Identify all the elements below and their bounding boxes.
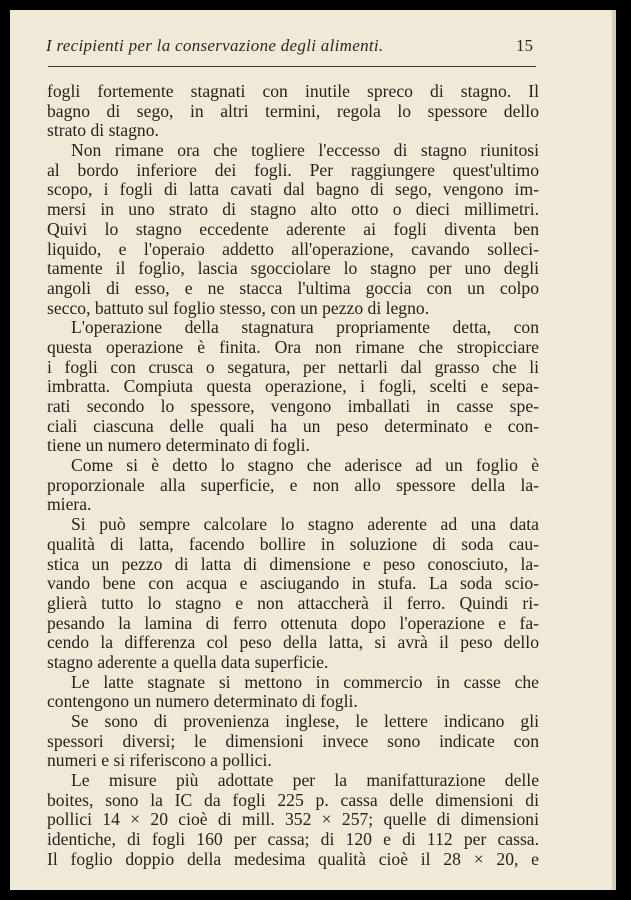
text-line: pesando la lamina di ferro ottenuta dopo l'operazione e fa- <box>47 612 539 633</box>
header-rule <box>48 66 536 67</box>
text-line: Quivi lo stagno eccedente aderente ai fogli diventa ben <box>47 218 539 239</box>
text-line: Le misure più adottate per la manifatturazione delle <box>71 770 539 791</box>
text-line: scopo, i fogli di latta cavati dal bagno di sego, vengono im- <box>47 179 539 200</box>
text-line: angoli di esso, e ne stacca l'ultima goccia con un colpo <box>47 277 539 298</box>
text-line: tiene un numero determinato di fogli. <box>47 435 310 456</box>
body-text <box>47 82 539 870</box>
text-line: stagno aderente a quella data superficie. <box>47 651 329 672</box>
text-line: contengono un numero determinato di fogli. <box>47 691 358 712</box>
text-line: tamente il foglio, lascia sgocciolare lo stagno per uno degli <box>47 258 539 279</box>
text-line: numeri e si riferiscono a pollici. <box>47 750 272 771</box>
text-line: Non rimane ora che togliere l'eccesso di stagno riunitosi <box>71 140 539 161</box>
text-line: miera. <box>47 494 92 515</box>
text-line: Si può sempre calcolare lo stagno aderente ad una data <box>71 514 539 535</box>
text-line: liquido, e l'operaio addetto all'operazione, cavando solleci- <box>47 238 539 259</box>
text-line: al bordo inferiore dei fogli. Per raggiungere quest'ultimo <box>47 159 539 180</box>
text-line: strato di stagno. <box>47 120 159 141</box>
text-line: pollici 14 × 20 cioè di mill. 352 × 257; quelle di dimensioni <box>47 809 539 830</box>
text-line: qualità di latta, facendo bollire in soluzione di soda cau- <box>47 533 539 554</box>
text-line: spessori diversi; le dimensioni invece sono indicate con <box>47 730 539 751</box>
text-line: i fogli con crusca o segatura, per nettarli dal grasso che li <box>47 356 539 377</box>
text-line: boites, sono la IC da fogli 225 p. cassa delle dimensioni di <box>47 789 539 810</box>
text-line: mersi in uno strato di stagno alto otto o dieci millimetri. <box>47 199 539 220</box>
text-line: ciali ciascuna delle quali ha un peso determinato e con- <box>47 415 539 436</box>
text-line: rati secondo lo spessore, vengono imballati in casse spe- <box>47 396 539 416</box>
text-line: vando bene con acqua e asciugando in stufa. La soda scio- <box>47 573 539 594</box>
text-line: bagno di sego, in altri termini, regola lo spessore dello <box>47 100 539 121</box>
text-line: cendo la differenza col peso della latta, si avrà il peso dello <box>47 632 539 653</box>
text-line: proporzionale alla superficie, e non allo spessore della la- <box>47 474 539 495</box>
text-line: Se sono di provenienza inglese, le lettere indicano gli <box>71 711 539 731</box>
text-line: Il foglio doppio della medesima qualità cioè il 28 × 20, e <box>47 848 539 869</box>
text-line: Come si è detto lo stagno che aderisce ad un foglio è <box>71 455 539 476</box>
text-line: secco, battuto sul foglio stesso, con un pezzo di legno. <box>47 297 430 318</box>
text-line: L'operazione della stagnatura propriamente detta, con <box>71 317 539 338</box>
text-line: glierà tutto lo stagno e non attaccherà il ferro. Quindi ri- <box>47 592 539 613</box>
page-number: 15 <box>516 36 533 55</box>
text-line: fogli fortemente stagnati con inutile spreco di stagno. Il <box>47 81 539 101</box>
text-line: imbratta. Compiuta questa operazione, i fogli, scelti e sepa- <box>47 376 539 397</box>
text-line: identiche, di fogli 160 per cassa; di 120 e di 112 per cassa. <box>47 829 539 850</box>
running-head: I recipienti per la conservazione degli alimenti. <box>46 36 384 55</box>
book-page <box>10 10 616 890</box>
text-line: Le latte stagnate si mettono in commercio in casse che <box>71 671 539 692</box>
text-line: stica un pezzo di latta di dimensione e peso conosciuto, la- <box>47 553 539 574</box>
text-line: questa operazione è finita. Ora non rimane che stropicciare <box>47 336 539 357</box>
